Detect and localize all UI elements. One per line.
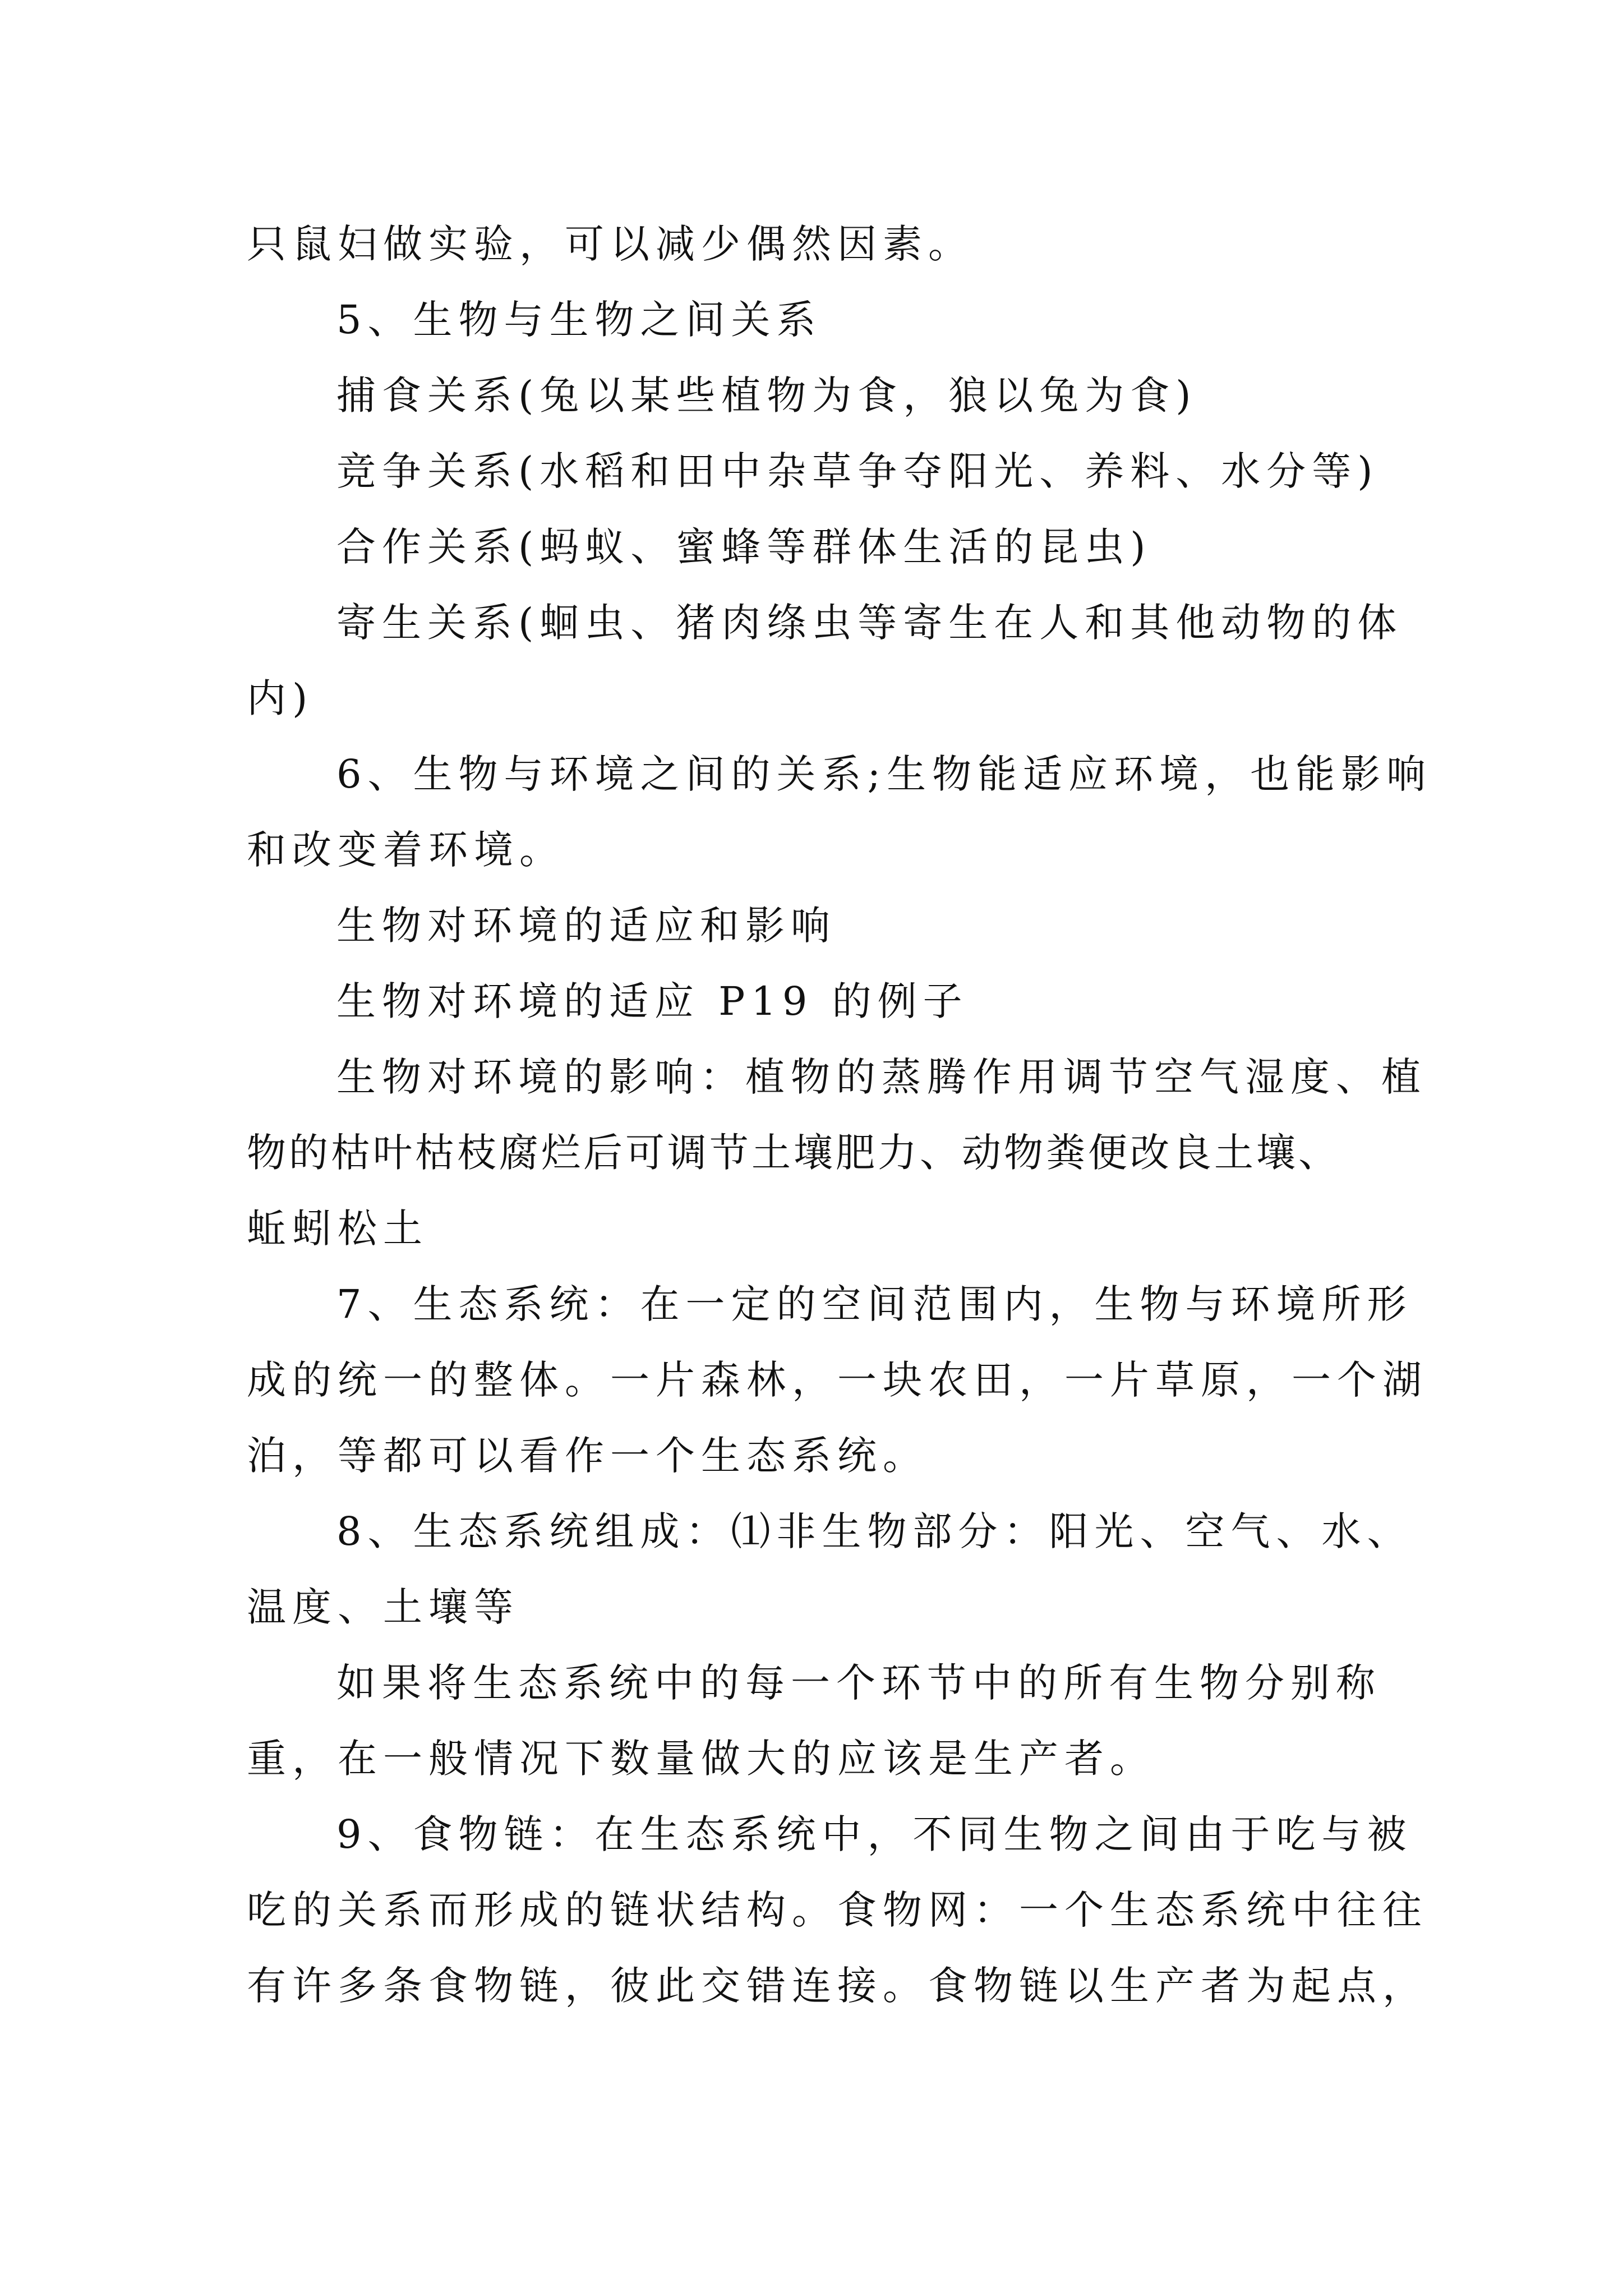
text-line: 成的统一的整体。一片森林，一块农田，一片草原，一个湖 [247,1357,1428,1403]
text-line: 7、生态系统：在一定的空间范围内，生物与环境所形 [336,1281,1413,1327]
text-line: 5、生物与生物之间关系 [336,297,822,343]
text-line: 有许多条食物链，彼此交错连接。食物链以生产者为起点， [247,1963,1428,2009]
text-line: 如果将生态系统中的每一个环节中的所有生物分别称 [336,1660,1381,1706]
text-line: 合作关系(蚂蚁、蜜蜂等群体生活的昆虫) [336,524,1152,570]
text-line: 只鼠妇做实验，可以减少偶然因素。 [247,221,974,267]
text-line: 温度、土壤等 [247,1584,519,1630]
text-line: 蚯蚓松土 [247,1205,428,1251]
text-line: 生物对环境的适应 P19 的例子 [336,978,969,1024]
text-line: 竞争关系(水稻和田中杂草争夺阳光、养料、水分等) [336,448,1379,494]
text-line: 生物对环境的适应和影响 [336,903,836,949]
text-line: 寄生关系(蛔虫、猪肉绦虫等寄生在人和其他动物的体 [336,600,1403,646]
text-line: 6、生物与环境之间的关系;生物能适应环境，也能影响 [336,751,1432,797]
text-line: 泊，等都可以看作一个生态系统。 [247,1433,928,1479]
text-line: 内) [247,675,314,721]
text-line: 8、生态系统组成：⑴非生物部分：阳光、空气、水、 [336,1508,1413,1554]
text-line: 吃的关系而形成的链状结构。食物网：一个生态系统中往往 [247,1887,1428,1933]
text-line: 生物对环境的影响：植物的蒸腾作用调节空气湿度、植 [336,1054,1427,1100]
text-line: 和改变着环境。 [247,827,565,873]
text-line: 重，在一般情况下数量做大的应该是生产者。 [247,1736,1155,1782]
text-line: 捕食关系(兔以某些植物为食，狼以兔为食) [336,372,1197,418]
text-line: 9、食物链：在生态系统中，不同生物之间由于吃与被 [336,1811,1413,1857]
text-line: 物的枯叶枯枝腐烂后可调节土壤肥力、动物粪便改良土壤、 [247,1130,1340,1176]
